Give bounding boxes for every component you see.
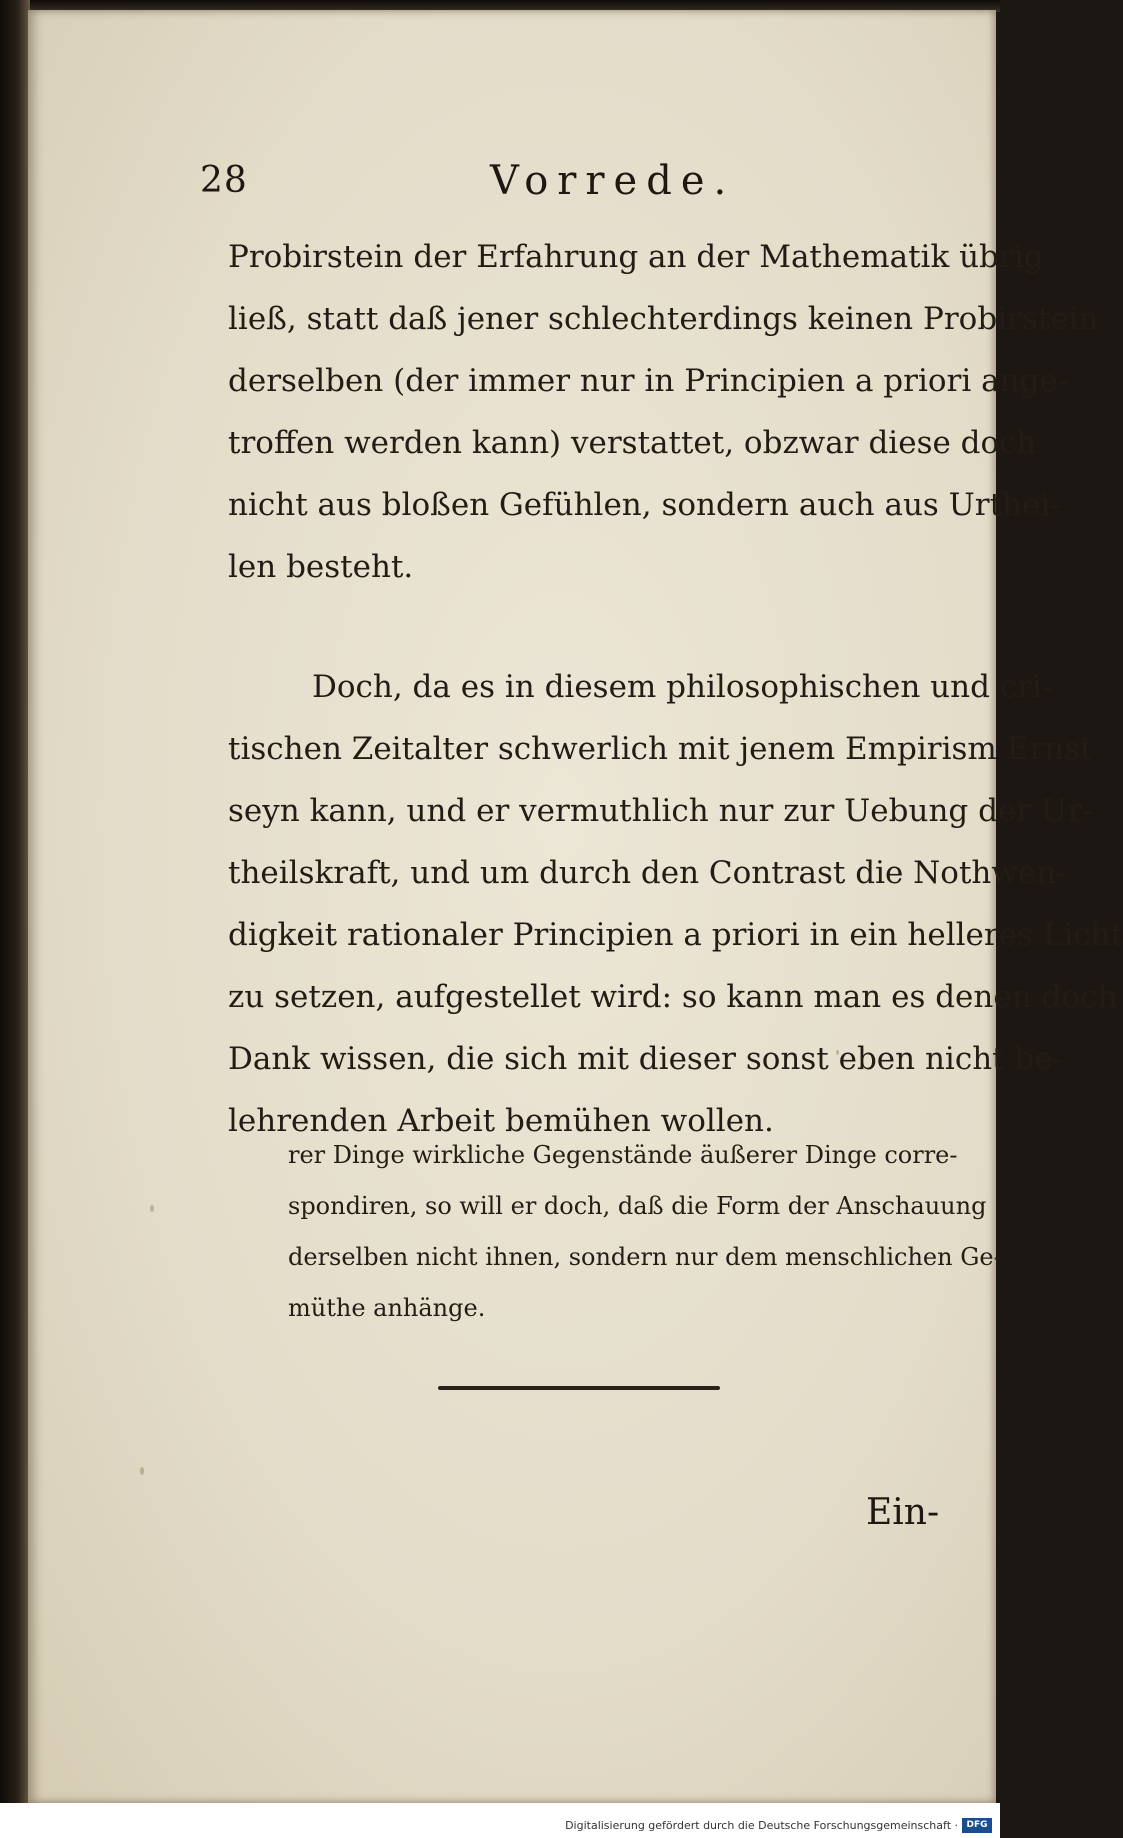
text-line: lehrenden Arbeit bemühen wollen. — [228, 1103, 774, 1139]
paragraph — [228, 226, 1099, 598]
paper-spot — [150, 1205, 154, 1212]
text-line: zu setzen, aufgestellet wird: so kann man es denen doch — [228, 979, 1118, 1015]
credit-text: Digitalisierung gefördert durch die Deutsche Forschungsgemeinschaft · — [565, 1819, 958, 1832]
text-line: ließ, statt daß jener schlechterdings keinen Probirstein — [228, 301, 1099, 337]
text-line: derselben (der immer nur in Principien a priori ange- — [228, 363, 1069, 399]
footnote-line: derselben nicht ihnen, sondern nur dem menschlichen Ge- — [288, 1243, 1002, 1271]
page-number: 28 — [200, 160, 248, 201]
footnote-line: müthe anhänge. — [288, 1294, 486, 1322]
text-line: Probirstein der Erfahrung an der Mathematik übrig — [228, 239, 1044, 275]
page-header — [200, 160, 820, 210]
text-line: digkeit rationaler Principien a priori in ein helleres Licht — [228, 917, 1123, 953]
footnote-line: spondiren, so will er doch, daß die Form der Anschauung — [288, 1192, 987, 1220]
dfg-logo-icon: DFG — [962, 1818, 992, 1833]
book-spine-edge — [0, 0, 30, 1838]
text-line: theilskraft, und um durch den Contrast die Nothwen- — [228, 855, 1067, 891]
paragraph — [228, 656, 1123, 1152]
text-line: nicht aus bloßen Gefühlen, sondern auch aus Urthei- — [228, 487, 1061, 523]
text-line: seyn kann, und er vermuthlich nur zur Uebung der Ur- — [228, 793, 1093, 829]
credit-bar — [0, 1803, 1000, 1838]
text-line: tischen Zeitalter schwerlich mit jenem Empirism Ernst — [228, 731, 1093, 767]
text-line: troffen werden kann) verstattet, obzwar diese doch — [228, 425, 1037, 461]
catchword: Ein- — [866, 1492, 940, 1533]
footnote — [288, 1130, 1002, 1334]
main-text — [228, 226, 1123, 1152]
text-line: Dank wissen, die sich mit dieser sonst eben nicht be- — [228, 1041, 1064, 1077]
paper-spot — [140, 1467, 144, 1475]
text-line: Doch, da es in diesem philosophischen und cri- — [312, 669, 1053, 705]
section-rule — [438, 1386, 720, 1390]
running-head: Vorrede. — [490, 158, 736, 204]
text-line: len besteht. — [228, 549, 414, 585]
footnote-line: rer Dinge wirkliche Gegenstände äußerer Dinge corre- — [288, 1141, 958, 1169]
